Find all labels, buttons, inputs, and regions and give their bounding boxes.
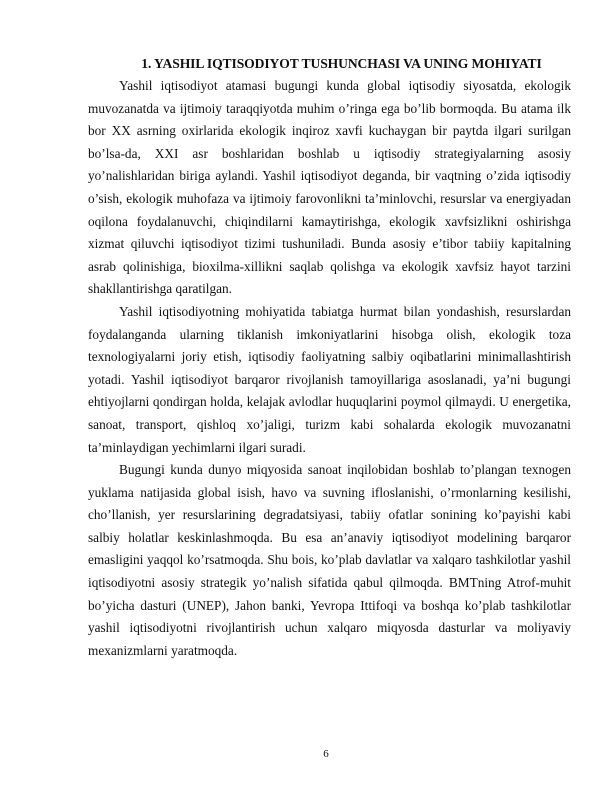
paragraph-global-context: Bugungi kunda dunyo miqyosida sanoat inqilobidan boshlab to’plangan texnogen yuklama natijasida global isish, havo va suvning ifloslanishi, o’rmonlarning kesilishi, cho’llanish, yer resurslarining degradatsiyasi, tabiiy ofatlar sonining ko’payishi kabi salbiy holatlar keskinlashmoqda. Bu esa an’anaviy iqtisodiyot modelining barqaror emasligini yaqqol ko’rsatmoqda. Shu bois, ko’plab davlatlar va xalqaro tashkilotlar yashil iqtisodiyotni asosiy strategik yo’nalish sifatida qabul qilmoqda. BMTning Atrof-muhit bo’yicha dasturi (UNEP), Jahon banki, Yevropa Ittifoqi va boshqa ko’plab tashkilotlar yashil iqtisodiyotni rivojlantirish uchun xalqaro miqyosda dasturlar va moliyaviy mexanizmlarni yaratmoqda. (88, 462, 571, 658)
paragraph-definition: Yashil iqtisodiyot atamasi bugungi kunda global iqtisodiy siyosatda, ekologik muvozanatda va ijtimoiy taraqqiyotda muhim o’ringa ega bo’lib bormoqda. Bu atama ilk bor XX asrning oxirlarida ekologik inqiroz xavfi kuchaygan bir paytda ilgari surilgan bo’lsa-da, XXI asr boshlaridan boshlab u iqtisodiy strategiyalarning asosiy yo’nalishlaridan biriga aylandi. Yashil iqtisodiyot deganda, bir vaqtning o’zida iqtisodiy o’sish, ekologik muhofaza va ijtimoiy farovonlikni ta’minlovchi, resurslar va energiyadan oqilona foydalanuvchi, chiqindilarni kamaytirishga, ekologik xavfsizlikni oshirishga xizmat qiluvchi iqtisodiyot tizimi tushuniladi. Bunda asosiy e’tibor tabiiy kapitalning asrab qolinishiga, bioxilma-xillikni saqlab qolishga va ekologik xavfsiz hayot tarzini shakllantirishga qaratilgan. (88, 78, 571, 297)
section-heading: 1. YASHIL IQTISODIYOT TUSHUNCHASI VA UNING MOHIYATI (141, 56, 542, 71)
page-number: 6 (323, 748, 329, 760)
paragraph-essence: Yashil iqtisodiyotning mohiyatida tabiatga hurmat bilan yondashish, resurslardan foydalanganda ularning tiklanish imkoniyatlarini hisobga olish, ekologik toza texnologiyalarni joriy etish, iqtisodiy faoliyatning salbiy oqibatlarini minimallashtirish yotadi. Yashil iqtisodiyot barqaror rivojlanish tamoyillariga asoslanadi, ya’ni bugungi ehtiyojlarni qondirgan holda, kelajak avlodlar huquqlarini poymol qilmaydi. U energetika, sanoat, transport, qishloq xo’jaligi, turizm kabi sohalarda ekologik muvozanatni ta’minlaydigan yechimlarni ilgari suradi. (88, 303, 571, 455)
document-page (88, 53, 571, 662)
